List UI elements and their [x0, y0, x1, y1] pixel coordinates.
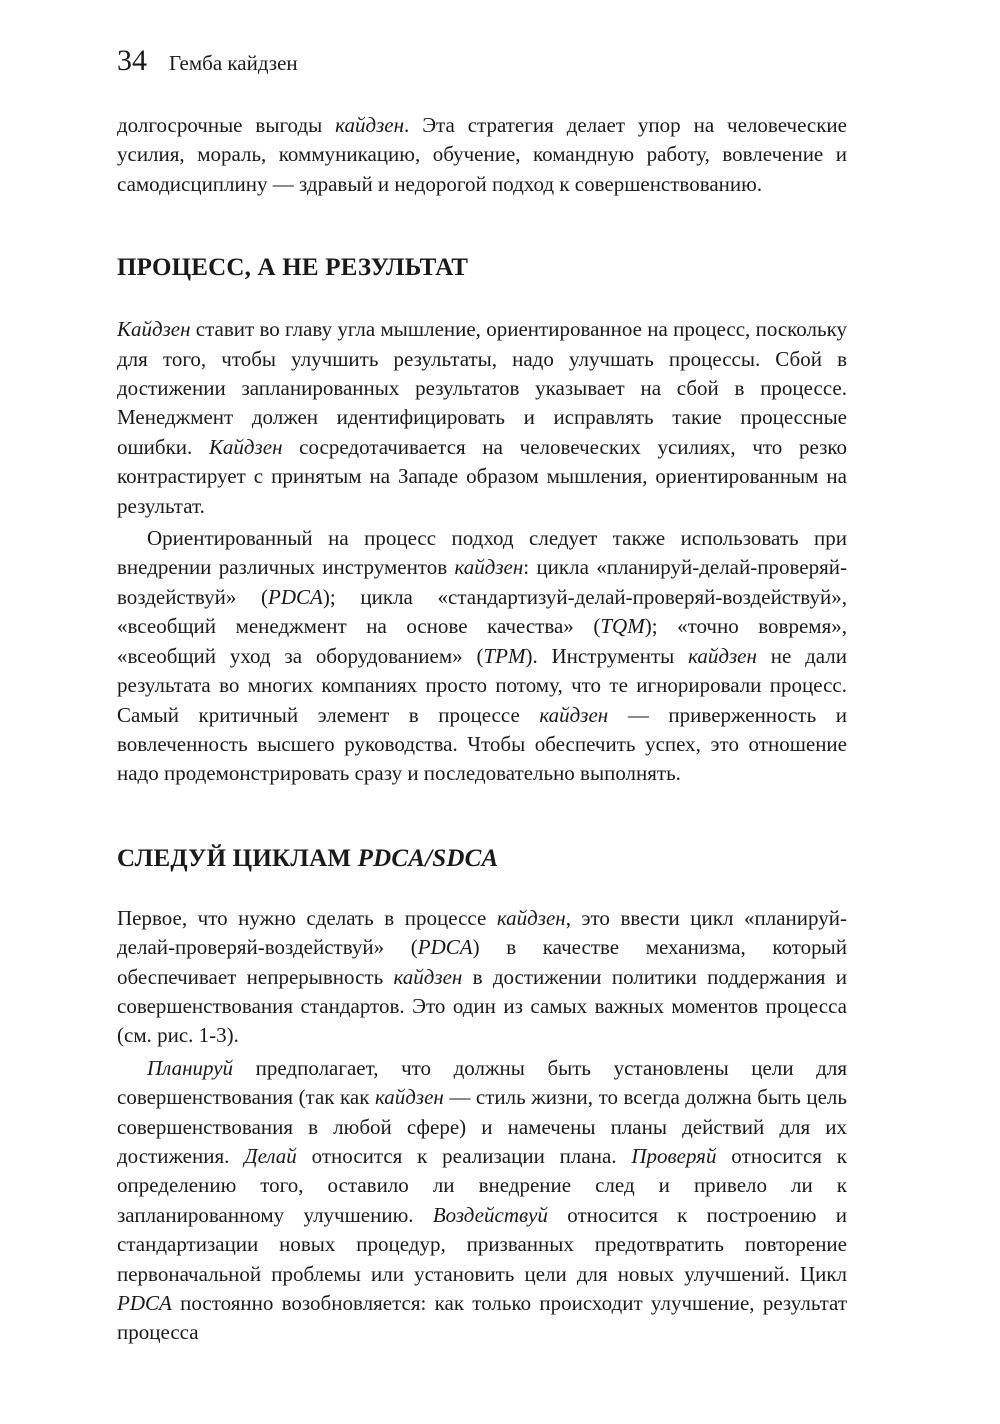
emphasis: TPM: [483, 643, 526, 668]
text-run: ) в качестве механизма, который обеспечивает непрерывность: [117, 935, 848, 989]
text-run: Ориентированный на процесс подход следует также использовать при внедрении различных инструментов: [117, 526, 847, 580]
emphasis: Делай: [244, 1143, 297, 1168]
page-content: [117, 111, 847, 1348]
text-run: ). Инструменты: [525, 643, 689, 668]
emphasis: Планируй: [147, 1055, 234, 1080]
section2-paragraph-2: [117, 1054, 847, 1348]
text-run: относится к построению и стандартизации новых процедур, призванных предотвратить повторение первоначальной проблемы или установить цели для новых улучшений. Цикл: [117, 1202, 847, 1286]
text-run: Первое, что нужно сделать в процессе: [117, 905, 497, 930]
heading-text: СЛЕДУЙ ЦИКЛАМ: [117, 844, 358, 872]
section-heading-pdca: [117, 843, 847, 875]
emphasis: PDCA: [268, 584, 323, 609]
emphasis: кайдзен: [335, 113, 405, 137]
text-run: ставит во главу угла мышление, ориентированное на процесс, поскольку для того, чтобы улучшить результаты, надо улучшать процессы. Сбой в достижении запланированных результатов указывает на сбой в процессе. Менеджмент должен идентифицировать и исправлять такие процессные ошибки.: [117, 317, 847, 459]
text-run: : цикла «планируй-делай-проверяй-воздействуй» (: [117, 555, 847, 609]
intro-paragraph: [117, 111, 847, 199]
running-head: [117, 44, 298, 78]
text-run: сосредотачивается на человеческих усилиях, что резко контрастирует с принятым на Западе образом мышления, ориентированным на результат.: [117, 434, 847, 518]
emphasis: кайдзен: [454, 555, 524, 580]
emphasis: кайдзен: [688, 643, 757, 668]
heading-emphasis: PDCA/SDCA: [357, 844, 499, 872]
emphasis: кайдзен: [393, 964, 463, 989]
section1-paragraph-1: [117, 315, 847, 521]
section2-paragraph-1: [117, 904, 847, 1051]
emphasis: Кайдзен: [117, 317, 191, 342]
emphasis: кайдзен: [375, 1085, 444, 1110]
text-run: . Эта стратегия делает упор на человеческие усилия, мораль, коммуникацию, обучение, командную работу, вовлечение и самодисциплину — здравый и недорогой подход к совершенствованию.: [117, 113, 847, 196]
text-run: — приверженность и вовлеченность высшего руководства. Чтобы обеспечить успех, это отношение надо продемонстрировать сразу и последовательно выполнять.: [117, 702, 847, 786]
text-run: , это ввести цикл «планируй-делай-проверяй-воздействуй» (: [117, 905, 847, 960]
text-run: постоянно возобновляется: как только происходит улучшение, результат процесса: [117, 1291, 847, 1345]
page-number: 34: [117, 44, 147, 77]
text-run: в достижении политики поддержания и совершенствования стандартов. Это один из самых важных моментов процесса (см. рис. 1-3).: [117, 964, 847, 1048]
text-run: относится к реализации плана.: [296, 1143, 632, 1168]
emphasis: Кайдзен: [208, 434, 283, 459]
emphasis: TQM: [600, 614, 645, 639]
emphasis: кайдзен: [496, 905, 566, 930]
text-run: не дали результата во многих компаниях просто потому, что те игнорировали процесс. Самый критичный элемент в процессе: [117, 643, 848, 727]
text-run: предполагает, что должны быть установлены цели для совершенствования (так как: [117, 1055, 847, 1110]
section-heading-process: ПРОЦЕСС, А НЕ РЕЗУЛЬТАТ: [117, 254, 469, 282]
text-run: ); «точно вовремя», «всеобщий уход за оборудованием» (: [117, 614, 847, 668]
emphasis: Воздействуй: [432, 1202, 548, 1227]
emphasis: PDCA: [417, 935, 473, 960]
emphasis: Проверяй: [631, 1143, 717, 1168]
text-run: долгосрочные выгоды: [117, 113, 336, 137]
text-run: — стиль жизни, то всегда должна быть цель совершенствования в любой сфере) и намечены планы действий для их достижения.: [117, 1085, 847, 1168]
text-run: относится к определению того, оставило ли внедрение след и привело ли к запланированному улучшению.: [117, 1143, 847, 1227]
book-title: Гемба кайдзен: [169, 51, 298, 75]
section1-paragraph-2: [117, 524, 847, 789]
text-run: ); цикла «стандартизуй-делай-проверяй-воздействуй», «всеобщий менеджмент на основе качества» (: [117, 584, 847, 639]
emphasis: PDCA: [117, 1291, 172, 1315]
emphasis: кайдзен: [539, 702, 609, 727]
